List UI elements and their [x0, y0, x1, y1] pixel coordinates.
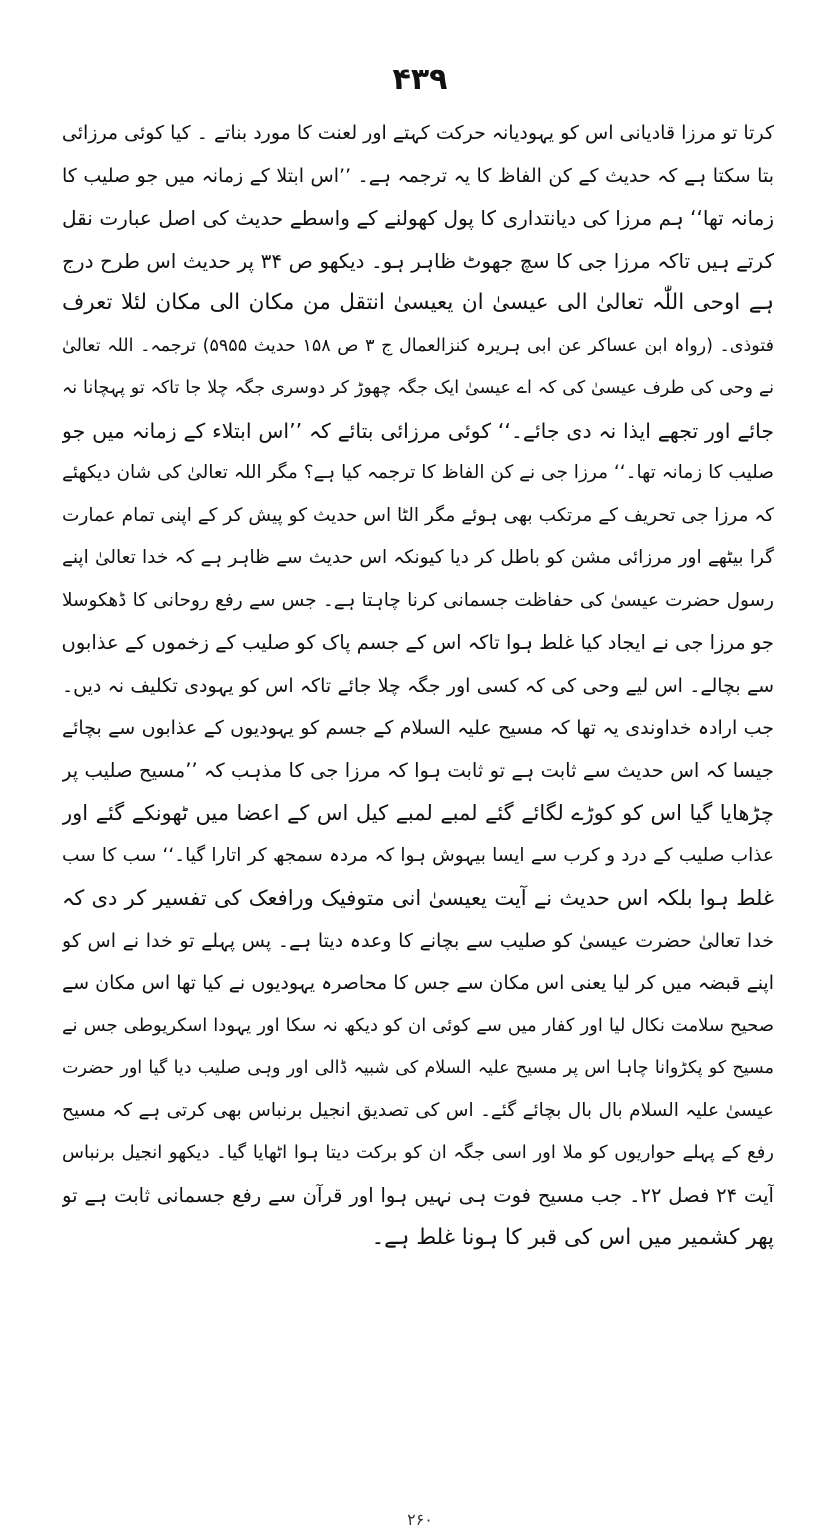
text-line: جیسا کہ اس حدیث سے ثابت ہے تو ثابت ہوا کہ مرزا جی کا مذہب کہ ’’مسیح صلیب پر [62, 758, 774, 782]
text-line: جب ارادہ خداوندی یہ تھا کہ مسیح علیہ السلام کے جسم کو یہودیوں کے عذابوں سے بچائے [62, 717, 774, 739]
text-line: گرا بیٹھے اور مرزائی مشن کو باطل کر دیا کیونکہ اس حدیث سے ظاہر ہے کہ خدا تعالیٰ اپنے [62, 547, 774, 568]
text-line: ہے اوحی اللّٰہ تعالیٰ الی عیسیٰ ان یعیسیٰ انتقل من مکان الی مکان لئلا تعرف [62, 290, 774, 315]
text-line: کرتے ہیں تاکہ مرزا جی کا سچ جھوٹ ظاہر ہو۔ دیکھو ص ۳۴ پر حدیث اس طرح درج [62, 248, 774, 273]
text-line: جو مرزا جی نے ایجاد کیا غلط ہوا تاکہ اس کے جسم پاک کو صلیب کے زخموں کے عذابوں [62, 631, 774, 654]
text-line: غلط ہوا بلکہ اس حدیث نے آیت یعیسیٰ انی متوفیک ورافعک کی تفسیر کر دی کہ [62, 886, 774, 910]
text-line: صلیب کا زمانہ تھا۔‘‘ مرزا جی نے کن الفاظ کا ترجمہ کیا ہے؟ مگر اللہ تعالیٰ کی شان دیکھئے [62, 462, 774, 483]
body-text [62, 112, 774, 1260]
text-line: مسیح کو پکڑوانا چاہا اس پر مسیح علیہ السلام کی شبیہ ڈالی اور وہی صلیب دیا گیا اور حضرت [62, 1058, 774, 1078]
page-number: ۴۳۹ [392, 62, 448, 97]
text-line: پھر کشمیر میں اس کی قبر کا ہونا غلط ہے۔ [371, 1225, 774, 1250]
text-line: فتوذی۔ (رواہ ابن عساکر عن ابی ہریرہ کنزالعمال ج ۳ ص ۱۵۸ حدیث ۵۹۵۵) ترجمہ۔ اللہ تعالیٰ [62, 335, 774, 356]
text-line: کہ مرزا جی تحریف کے مرتکب بھی ہوئے مگر الٹا اس حدیث کو پیش کر کے اپنی تمام عمارت [62, 504, 774, 526]
text-line: چڑھایا گیا اس کو کوڑے لگائے گئے لمبے لمبے کیل اس کے اعضا میں ٹھونکے گئے اور [62, 801, 774, 825]
text-line: عیسیٰ علیہ السلام بال بال بچائے گئے۔ اس کی تصدیق انجیل برنباس بھی کرتی ہے کہ مسیح [62, 1099, 774, 1121]
text-line: رفع کے پہلے حواریوں کو ملا اور اسی جگہ ان کو برکت دیتا ہوا اٹھایا گیا۔ دیکھو انجیل برنباس [62, 1142, 774, 1163]
text-line: نے وحی کی طرف عیسیٰ کی کہ اے عیسیٰ ایک جگہ چھوڑ کر دوسری جگہ چلا جا تاکہ تو پہچانا نہ [62, 378, 774, 398]
text-line: عذاب صلیب کے درد و کرب سے ایسا بیہوش ہوا کہ مردہ سمجھ کر اتارا گیا۔‘‘ سب کا سب [62, 844, 774, 866]
text-line: آیت ۲۴ فصل ۲۲۔ جب مسیح فوت ہی نہیں ہوا اور قرآن سے رفع جسمانی ثابت ہے تو [62, 1183, 774, 1207]
text-line: کرتا تو مرزا قادیانی اس کو یہودیانہ حرکت کہتے اور لعنت کا مورد بناتے ۔ کیا کوئی مرزائی [62, 122, 774, 144]
text-line: سے بچالے۔ اس لیے وحی کی کہ کسی اور جگہ چلا جائے تاکہ اس کو یہودی تکلیف نہ دیں۔ [62, 674, 774, 697]
text-line: بتا سکتا ہے کہ حدیث کے کن الفاظ کا یہ ترجمہ ہے۔ ’’اس ابتلا کے زمانہ میں جو صلیب کا [62, 164, 774, 187]
text-line: جائے اور تجھے ایذا نہ دی جائے۔‘‘ کوئی مرزائی بتائے کہ ’’اس ابتلاء کے زمانہ میں جو [62, 418, 774, 443]
text-line: اپنے قبضہ میں کر لیا یعنی اس مکان سے جس کا محاصرہ یہودیوں نے کیا تھا اس مکان سے [62, 972, 774, 994]
text-line: زمانہ تھا‘‘ ہم مرزا کی دیانتداری کا پول کھولنے کے واسطے حدیث کی اصل عبارت نقل [62, 206, 774, 230]
text-line: خدا تعالیٰ حضرت عیسیٰ کو صلیب سے بچانے کا وعدہ دیتا ہے۔ پس پہلے تو خدا نے اس کو [62, 929, 774, 952]
footer-page-mark: ۲۶۰ [407, 1510, 433, 1529]
text-line: صحیح سلامت نکال لیا اور کفار میں سے کوئی ان کو دیکھ نہ سکا اور یہودا اسکریوطی جس نے [62, 1014, 774, 1036]
text-line: رسول حضرت عیسیٰ کی حفاظت جسمانی کرنا چاہتا ہے۔ جس سے رفع روحانی کا ڈھکوسلا [62, 589, 774, 611]
